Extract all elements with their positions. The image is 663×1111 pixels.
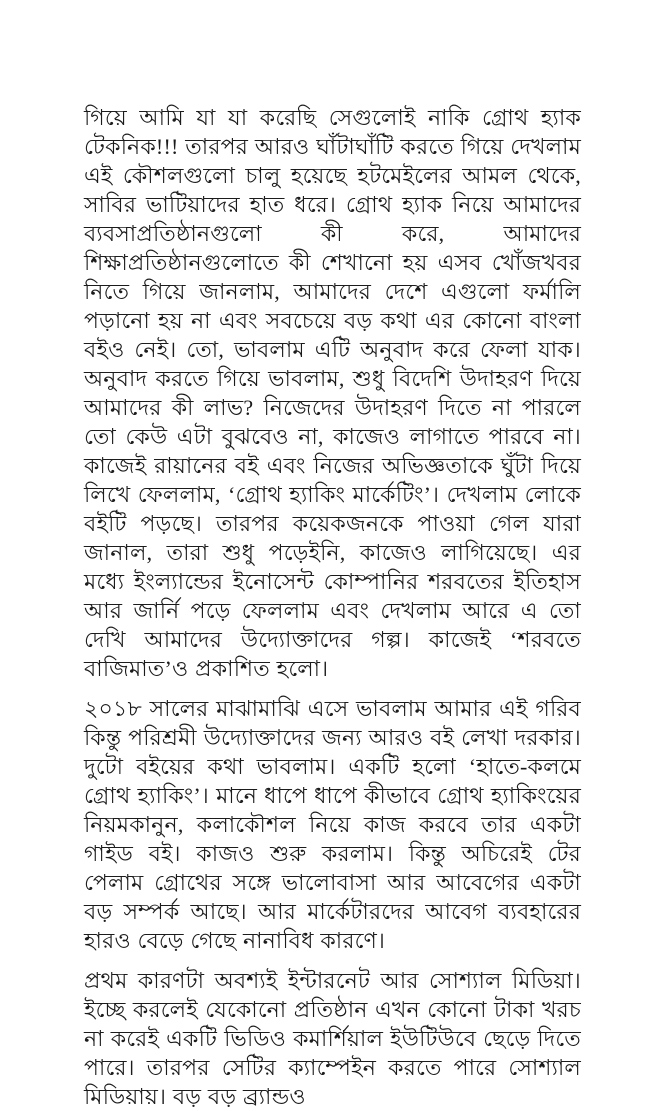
paragraph-3: প্রথম কারণটা অবশ্যই ইন্টারনেট আর সোশ্যাল মিডিয়া। ইচ্ছে করলেই যেকোনো প্রতিষ্ঠান এখন কোনো টাকা খরচ না করেই একটি ভিডিও কমার্শিয়াল ইউটিউবে ছেড়ে দিতে পারে। তারপর সেটির ক্যাম্পেইন করতে পারে সোশ্যাল মিডিয়ায়। বড় বড় ব্র্যান্ডও xyxy=(84,968,581,1109)
body-text-block xyxy=(84,103,581,1111)
paragraph-1: গিয়ে আমি যা যা করেছি সেগুলোই নাকি গ্রোথ হ্যাক টেকনিক!!! তারপর আরও ঘাঁটাঘাঁটি করতে গিয়ে দেখলাম এই কৌশলগুলো চালু হয়েছে হটমেইলের আমল থেকে, সাবির ভাটিয়াদের হাত ধরে। গ্রোথ হ্যাক নিয়ে আমাদের ব্যবসাপ্রতিষ্ঠানগুলো কী করে, আমাদের শিক্ষাপ্রতিষ্ঠানগুলোতে কী শেখানো হয় এসব খোঁজখবর নিতে গিয়ে জানলাম, আমাদের দেশে এগুলো ফর্মালি পড়ানো হয় না এবং সবচেয়ে বড় কথা এর কোনো বাংলা বইও নেই। তো, ভাবলাম এটি অনুবাদ করে ফেলা যাক। অনুবাদ করতে গিয়ে ভাবলাম, শুধু বিদেশি উদাহরণ দিয়ে আমাদের কী লাভ? নিজেদের উদাহরণ দিতে না পারলে তো কেউ এটা বুঝবেও না, কাজেও লাগাতে পারবে না। কাজেই রায়ানের বই এবং নিজের অভিজ্ঞতাকে ঘুঁটা দিয়ে লিখে ফেললাম, ‘গ্রোথ হ্যাকিং মার্কেটিং’। দেখলাম লোকে বইটি পড়ছে। তারপর কয়েকজনকে পাওয়া গেল যারা জানাল, তারা শুধু পড়েইনি, কাজেও লাগিয়েছে। এর মধ্যে ইংল্যান্ডের ইনোসেন্ট কোম্পানির শরবতের ইতিহাস আর জার্নি পড়ে ফেললাম এবং দেখলাম আরে এ তো দেখি আমাদের উদ্যোক্তাদের গল্প। কাজেই ‘শরবতে বাজিমাত’ও প্রকাশিত হলো। xyxy=(84,105,581,681)
paragraph-2: ২০১৮ সালের মাঝামাঝি এসে ভাবলাম আমার এই গরিব কিন্তু পরিশ্রমী উদ্যোক্তাদের জন্য আরও বই লেখা দরকার। দুটো বইয়ের কথা ভাবলাম। একটি হলো ‘হাতে-কলমে গ্রোথ হ্যাকিং’। মানে ধাপে ধাপে কীভাবে গ্রোথ হ্যাকিংয়ের নিয়মকানুন, কলাকৌশল নিয়ে কাজ করবে তার একটা গাইড বই। কাজও শুরু করলাম। কিন্তু অচিরেই টের পেলাম গ্রোথের সঙ্গে ভালোবাসা আর আবেগের একটা বড় সম্পর্ক আছে। আর মার্কেটারদের আবেগ ব্যবহারের হারও বেড়ে গেছে নানাবিধ কারণে। xyxy=(84,696,581,953)
